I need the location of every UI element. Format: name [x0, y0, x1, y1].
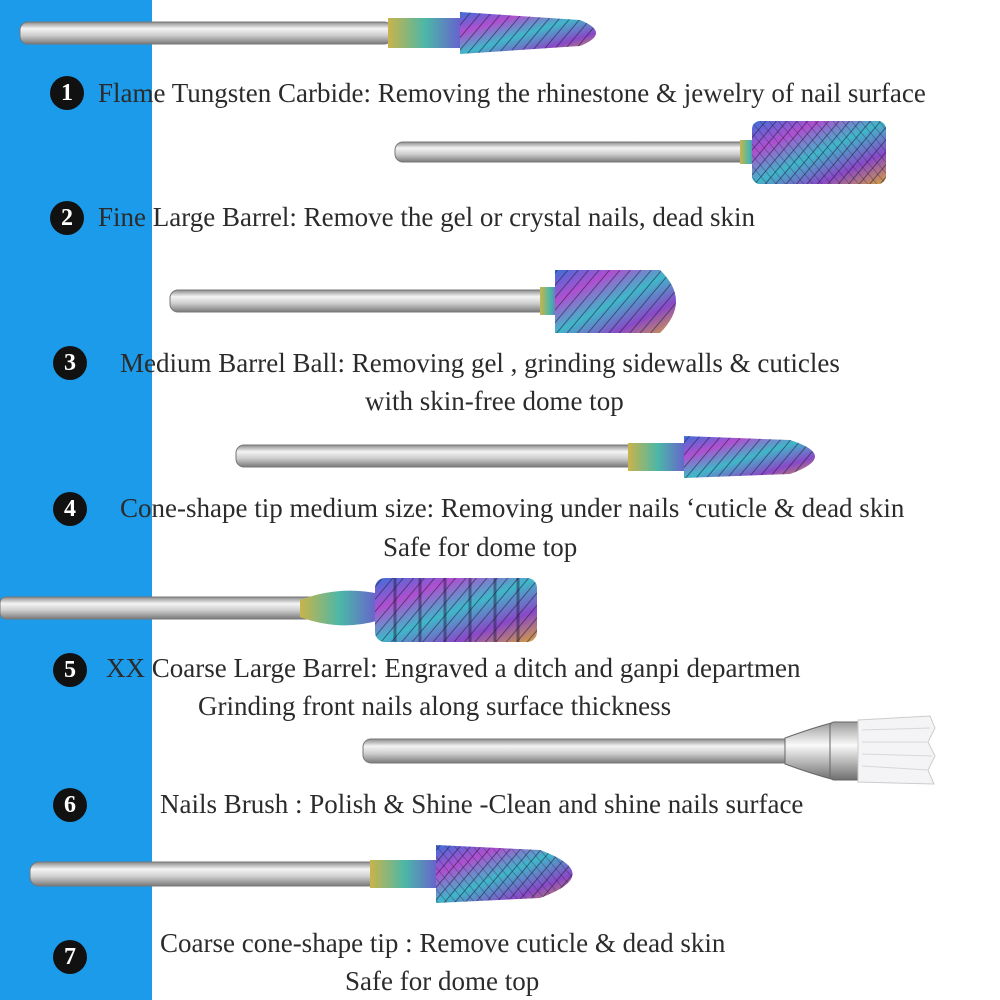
description-line: XX Coarse Large Barrel: Engraved a ditch and ganpi departmen — [106, 653, 801, 683]
item-number-badge: 1 — [50, 76, 84, 110]
description-line: Safe for dome top — [345, 966, 540, 996]
item-number-badge: 5 — [53, 653, 87, 687]
bit-5-coarse-barrel — [0, 578, 537, 642]
item-description-continued — [198, 687, 671, 725]
bit-6-nail-brush — [363, 716, 935, 784]
description-line: Coarse cone-shape tip : Remove cuticle & dead skin — [160, 928, 726, 958]
item-number-badge: 3 — [53, 346, 87, 380]
item-description — [98, 198, 755, 236]
item-description — [160, 785, 803, 823]
description-line: Nails Brush : Polish & Shine -Clean and shine nails surface — [160, 789, 804, 819]
description-line: Fine Large Barrel: Remove the gel or crystal nails, dead skin — [98, 202, 756, 232]
item-description-continued — [365, 382, 624, 420]
bit-7-coarse-cone — [30, 845, 573, 903]
item-number-badge: 2 — [50, 201, 84, 235]
bit-4-cone-tip — [236, 436, 815, 478]
bit-1-flame — [20, 12, 596, 54]
item-description — [160, 924, 725, 962]
description-line: Safe for dome top — [383, 532, 578, 562]
item-number-badge: 7 — [53, 940, 87, 974]
description-line: Flame Tungsten Carbide: Removing the rhinestone & jewelry of nail surface — [98, 78, 926, 108]
item-number-badge: 4 — [53, 492, 87, 526]
bit-3-barrel-ball — [170, 270, 676, 333]
item-description-continued — [345, 962, 539, 1000]
item-description-continued — [383, 528, 577, 566]
item-description — [120, 489, 904, 527]
description-line: Medium Barrel Ball: Removing gel , grinding sidewalls & cuticles — [120, 348, 840, 378]
description-line: with skin-free dome top — [365, 386, 624, 416]
item-description — [98, 74, 926, 112]
item-description — [120, 344, 840, 382]
description-line: Grinding front nails along surface thickness — [198, 691, 672, 721]
item-number-badge: 6 — [53, 788, 87, 822]
item-description — [106, 649, 801, 687]
bit-2-large-barrel — [395, 121, 886, 184]
description-line: Cone-shape tip medium size: Removing under nails ‘cuticle & dead skin — [120, 493, 905, 523]
